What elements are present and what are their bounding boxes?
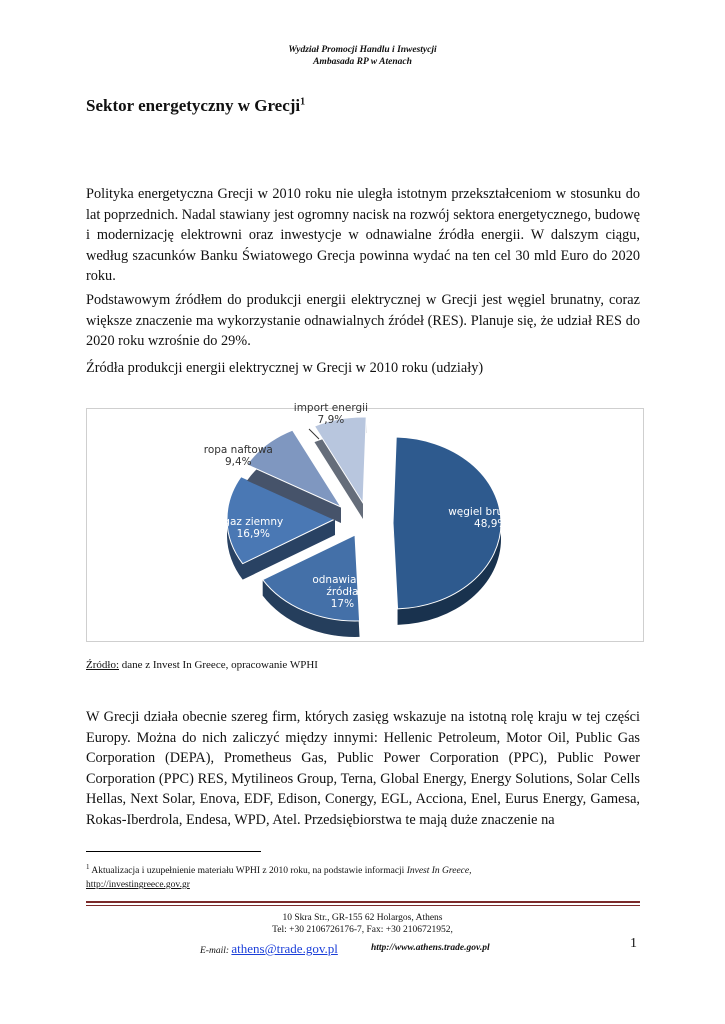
pie-category-label-2: gaz ziemny <box>223 516 284 528</box>
source-text: dane z Invest In Greece, opracowanie WPHI <box>119 659 318 671</box>
footnote-italic: Invest In Greece, <box>406 866 472 877</box>
pie-category-label-4: import energii <box>293 402 369 414</box>
page-header <box>0 44 725 68</box>
pie-category-label-0: węgiel brunatny <box>448 506 534 518</box>
footer-website[interactable]: http://www.athens.trade.gov.pl <box>371 943 490 953</box>
page-footer <box>0 912 725 936</box>
title-footnote-mark[interactable]: 1 <box>300 96 306 108</box>
page-number: 1 <box>630 936 637 951</box>
pie-value-label-1: 17% <box>330 598 355 610</box>
footnote-link[interactable]: http://investingreece.gov.gr <box>86 880 190 891</box>
footer-address: 10 Skra Str., GR-155 62 Holargos, Athens <box>282 913 443 923</box>
footnote-mark: 1 <box>86 863 90 871</box>
paragraph-lignite: Podstawowym źródłem do produkcji energii elektrycznej w Grecji jest węgiel brunatny, coraz większe znaczenie ma wykorzystanie odnawialnych źródeł (RES). Planuje się, że udział RES do 2020 roku wzrośnie do 29%. <box>86 292 640 349</box>
footnote-divider <box>86 851 261 852</box>
header-line-embassy: Ambasada RP w Atenach <box>313 57 412 67</box>
pie-value-label-4: 7,9% <box>317 414 345 426</box>
footnote-text: Aktualizacja i uzupełnienie materiału WPHI z 2010 roku, na podstawie informacji <box>89 866 407 877</box>
footer-divider-thin <box>86 905 640 906</box>
footer-email <box>200 941 338 957</box>
chart-caption: Źródła produkcji energii elektrycznej w Grecji w 2010 roku (udziały) <box>86 360 484 376</box>
pie-category-label-3: ropa naftowa <box>203 444 273 456</box>
pie-chart <box>87 402 643 641</box>
source-label: Źródło: <box>86 659 119 671</box>
pie-category-label-1: odnawialne <box>312 574 373 586</box>
paragraph-companies: W Grecji działa obecnie szereg firm, których zasięg wskazuje na istotną rolę kraju w tej części Europy. Można do nich zaliczyć między innymi: Hellenic Petroleum, Motor Oil, Public Gas Corporation (DEPA), Prometheus Gas, Public Power Corporation (PPC), Public Power Corporation (PPC) RES, Mytilineos Group, Terna, Global Energy, Energy Solutions, Solar Cells Hellas, Next Solar, Enova, EDF, Edison, Conergy, EGL, Acciona, Enel, Eurus Energy, Gamesa, Rokas-Iberdrola, Endesa, WPD, Atel. Przedsiębiorstwa te mają duże znaczenie na <box>86 709 640 828</box>
email-label: E-mail: <box>200 946 232 956</box>
pie-value-label-3: 9,4% <box>224 456 252 468</box>
document-title <box>86 96 305 116</box>
pie-category-label-1: źródła <box>326 586 359 598</box>
email-link[interactable]: athens@trade.gov.pl <box>231 941 338 956</box>
header-line-department: Wydział Promocji Handlu i Inwestycji <box>288 45 437 55</box>
chart-source <box>86 659 318 671</box>
pie-chart-container <box>86 402 644 642</box>
footer-phone: Tel: +30 2106726176-7, Fax: +30 2106721952, <box>272 925 453 935</box>
pie-value-label-0: 48,9% <box>474 518 508 530</box>
footer-divider-thick <box>86 901 640 903</box>
footnote <box>86 860 646 892</box>
pie-value-label-2: 16,9% <box>236 528 270 540</box>
title-text: Sektor energetyczny w Grecji <box>86 96 301 115</box>
paragraph-energy-policy: Polityka energetyczna Grecji w 2010 roku nie uległa istotnym przekształceniom w stosunku do lat poprzednich. Nadal stawiany jest ogromny nacisk na rozwój sektora energetycznego, budowę i modernizację elektrowni oraz inwestycje w odnawialne źródła energii. W dalszym ciągu, według szacunków Banku Światowego Grecja powinna wydać na ten cel 30 mld Euro do 2020 roku. <box>86 186 640 284</box>
pie-slice-0 <box>393 437 501 625</box>
